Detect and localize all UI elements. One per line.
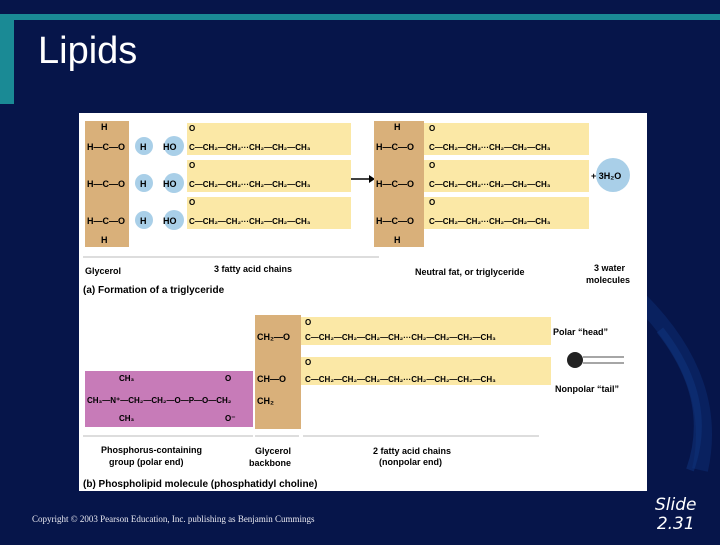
- copyright-text: Copyright © 2003 Pearson Education, Inc. publishing as Benjamin Cummings: [32, 514, 315, 524]
- slide-number: [655, 496, 697, 534]
- svg-text:H: H: [394, 122, 401, 132]
- svg-text:CH₃: CH₃: [119, 414, 135, 423]
- svg-text:CH₂: CH₂: [257, 396, 274, 406]
- nonpolar-tail-label: Nonpolar “tail”: [555, 384, 620, 394]
- slide-label: Slide: [655, 495, 697, 515]
- water-formula: + 3H₂O: [591, 171, 622, 181]
- polar-head-label: Polar “head”: [553, 327, 609, 337]
- glycerol-label: Glycerol: [85, 266, 122, 276]
- lipid-figure: [79, 113, 647, 491]
- svg-text:HO: HO: [163, 142, 177, 152]
- slide-number-value: 2.31: [656, 514, 695, 534]
- left-accent-bar: [0, 14, 14, 104]
- svg-text:HO: HO: [163, 216, 177, 226]
- svg-text:CH—O: CH—O: [257, 374, 286, 384]
- svg-text:O: O: [429, 124, 436, 133]
- svg-text:O: O: [305, 318, 312, 327]
- svg-text:H: H: [140, 179, 147, 189]
- svg-text:O: O: [429, 161, 436, 170]
- svg-text:O: O: [305, 358, 312, 367]
- svg-text:H—C—O: H—C—O: [87, 142, 125, 152]
- two-fatty-label-1: 2 fatty acid chains: [373, 446, 452, 456]
- svg-text:O: O: [225, 374, 232, 383]
- acid-chain-2: C—CH₂—CH₂···CH₂—CH₂—CH₃: [189, 180, 311, 189]
- svg-text:H: H: [140, 216, 147, 226]
- choline-formula: CH₃—N⁺—CH₂—CH₂—O—P—O—CH₂: [87, 396, 232, 405]
- svg-text:H—C—O: H—C—O: [376, 216, 414, 226]
- phosphorus-label-1: Phosphorus-containing: [101, 445, 202, 455]
- water-label-1: 3 water: [594, 263, 626, 273]
- neutral-fat-label: Neutral fat, or triglyceride: [415, 267, 525, 277]
- two-fatty-label-2: (nonpolar end): [379, 457, 442, 467]
- acid-chain-1: C—CH₂—CH₂···CH₂—CH₂—CH₃: [189, 143, 311, 152]
- svg-text:CH₃: CH₃: [119, 374, 135, 383]
- ester-chain-3: C—CH₂—CH₂···CH₂—CH₂—CH₃: [429, 217, 551, 226]
- fatty-acid-label: 3 fatty acid chains: [214, 264, 293, 274]
- svg-text:O: O: [189, 161, 196, 170]
- water-label-2: molecules: [586, 275, 631, 285]
- svg-text:H: H: [101, 122, 108, 132]
- svg-text:H—C—O: H—C—O: [87, 179, 125, 189]
- svg-text:H—C—O: H—C—O: [376, 179, 414, 189]
- phospho-chain-2: C—CH₂—CH₂—CH₂—CH₂···CH₂—CH₂—CH₂—CH₃: [305, 375, 496, 384]
- svg-text:O⁻: O⁻: [225, 414, 236, 423]
- ester-chain-2: C—CH₂—CH₂···CH₂—CH₂—CH₃: [429, 180, 551, 189]
- top-accent-bar: [0, 14, 720, 20]
- svg-text:H: H: [140, 142, 147, 152]
- glycerol-backbone-1: Glycerol: [255, 446, 292, 456]
- part-b-caption: (b) Phospholipid molecule (phosphatidyl choline): [83, 479, 318, 490]
- svg-text:H: H: [394, 235, 401, 245]
- acid-chain-3: C—CH₂—CH₂···CH₂—CH₂—CH₃: [189, 217, 311, 226]
- part-a-caption: (a) Formation of a triglyceride: [83, 285, 225, 296]
- svg-text:O: O: [429, 198, 436, 207]
- glycerol-backbone-2: backbone: [249, 458, 292, 468]
- slide-title: Lipids: [38, 30, 138, 72]
- svg-text:H—C—O: H—C—O: [87, 216, 125, 226]
- phospho-chain-1: C—CH₂—CH₂—CH₂—CH₂···CH₂—CH₂—CH₂—CH₃: [305, 333, 496, 342]
- svg-text:H: H: [101, 235, 108, 245]
- ester-chain-1: C—CH₂—CH₂···CH₂—CH₂—CH₃: [429, 143, 551, 152]
- svg-text:O: O: [189, 198, 196, 207]
- svg-text:O: O: [189, 124, 196, 133]
- phosphorus-label-2: group (polar end): [109, 457, 184, 467]
- svg-text:HO: HO: [163, 179, 177, 189]
- polar-head-icon: [567, 352, 583, 368]
- svg-text:CH₂—O: CH₂—O: [257, 332, 290, 342]
- svg-text:H—C—O: H—C—O: [376, 142, 414, 152]
